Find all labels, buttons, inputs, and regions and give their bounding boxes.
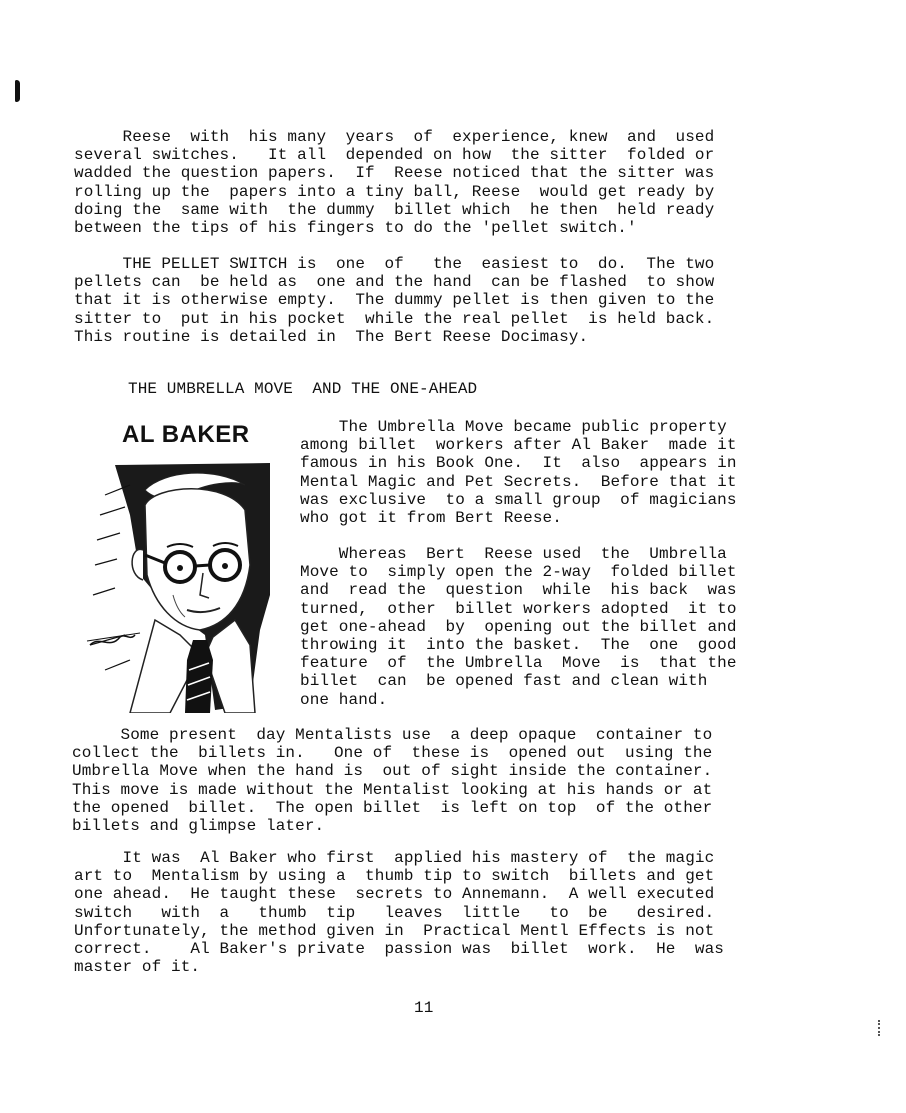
portrait-illustration	[85, 455, 275, 713]
scan-mark	[15, 80, 20, 102]
paragraph-1: Reese with his many years of experience, knew and used several switches. It all depended on how the sitter folded or wadded the question papers. If Reese noticed that the sitter was rolling up the papers into a tiny ball, Reese would get ready by doing the same with the dummy billet which he then held ready between the tips of his fingers to do the 'pellet switch.'	[74, 128, 715, 238]
paragraph-5: Some present day Mentalists use a deep opaque container to collect the billets in. One of these is opened out using the Umbrella Move when the hand is out of sight inside the container. This move is made without the Mentalist looking at his hands or at the opened billet. The open billet is left on top of the other billets and glimpse later.	[72, 726, 713, 836]
paragraph-2: THE PELLET SWITCH is one of the easiest to do. The two pellets can be held as one and the hand can be flashed to show that it is otherwise empty. The dummy pellet is then given to the sitter to put in his pocket while the real pellet is held back. This routine is detailed in The Bert Reese Docimasy.	[74, 255, 715, 346]
paragraph-6: It was Al Baker who first applied his mastery of the magic art to Mentalism by using a thumb tip to switch billets and get one ahead. He taught these secrets to Annemann. A well executed switch with a thumb tip leaves little to be desired. Unfortunately, the method given in Practical Mentl Effects is not correct. Al Baker's private passion was billet work. He was master of it.	[74, 849, 725, 977]
paragraph-3: The Umbrella Move became public property among billet workers after Al Baker made it famous in his Book One. It also appears in Mental Magic and Pet Secrets. Before that it was exclusive to a small group of magicians who got it from Bert Reese.	[300, 418, 737, 528]
section-heading: THE UMBRELLA MOVE AND THE ONE-AHEAD	[128, 380, 478, 398]
paragraph-4: Whereas Bert Reese used the Umbrella Move to simply open the 2-way folded billet and read the question while his back was turned, other billet workers adopted it to get one-ahead by opening out the billet and throwing it into the basket. The one good feature of the Umbrella Move is that the billet can be opened fast and clean with one hand.	[300, 545, 737, 709]
scan-mark	[878, 1020, 882, 1036]
page-number: 11	[414, 999, 434, 1017]
portrait-sketch-icon	[85, 455, 275, 713]
photo-caption: AL BAKER	[122, 421, 250, 448]
